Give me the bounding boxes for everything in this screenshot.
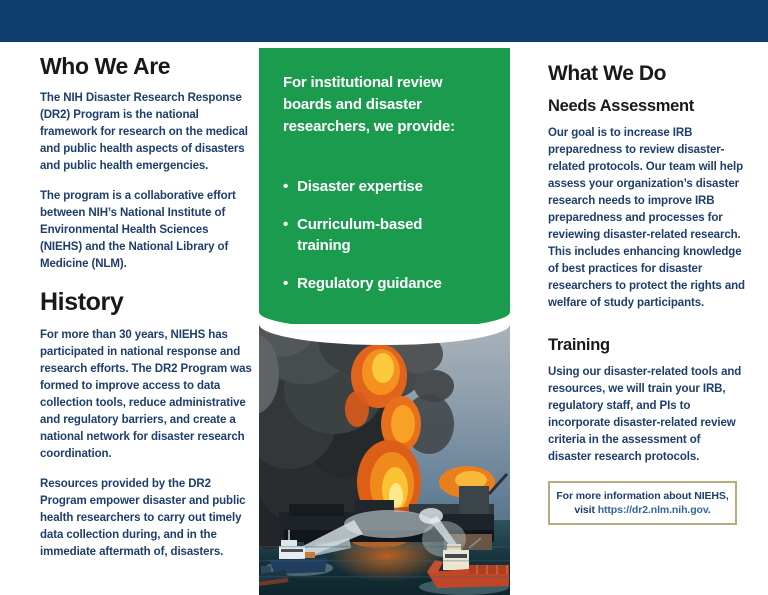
bullet-icon: • [283, 216, 289, 233]
list-item [283, 176, 473, 197]
history-paragraph-1: For more than 30 years, NIEHS has participated in national response and research efforts. The DR2 Program was formed to improve access to data collection tools, reduce administrative and regulatory barriers, and create a national network for disaster research coordination. [40, 328, 252, 460]
bullet-label: Disaster expertise [297, 178, 423, 195]
info-box-period: . [707, 504, 711, 516]
info-box-visit-text: visit [574, 504, 598, 516]
info-box-line-1: For more information about NIEHS, [556, 490, 729, 502]
training-paragraph: Using our disaster-related tools and resources, we will train your IRB, regulatory staff, and PIs to incorporate disaster-related review criteria in the assessment of disaster research protocols. [548, 366, 742, 464]
top-banner-bar [0, 0, 768, 42]
heading-what-we-do: What We Do [548, 62, 667, 85]
bullet-icon: • [283, 178, 289, 195]
bullet-label: Regulatory guidance [297, 275, 442, 292]
needs-assessment-paragraph: Our goal is to increase IRB preparedness to review disaster-related protocols. Our team will help assess your organization’s disaster research needs to improve IRB preparedness and processes for reviewing disaster-related research. This includes enhancing knowledge of best practices for disaster researchers to protect the rights and welfare of study participants. [548, 127, 745, 310]
right-column [548, 62, 746, 479]
list-item [283, 214, 473, 256]
subheading-training: Training [548, 336, 610, 355]
bullet-label: Curriculum-based training [297, 216, 423, 254]
panel-bullet-list [283, 176, 488, 294]
heading-history: History [40, 288, 124, 317]
list-item [283, 273, 473, 294]
dr2-website-link[interactable]: https://dr2.nlm.nih.gov [597, 504, 708, 516]
oil-rig-fire-illustration [259, 324, 510, 595]
who-we-are-paragraph-1: The NIH Disaster Research Response (DR2) Program is the national framework for research on the medical and public health aspects of disasters and public health emergencies. [40, 92, 248, 173]
bullet-icon: • [283, 275, 289, 292]
green-highlight-panel [259, 48, 510, 312]
left-column [40, 54, 253, 574]
more-info-box [548, 481, 737, 525]
who-we-are-paragraph-2: The program is a collaborative effort between NIH’s National Institute of Environmental Health Sciences (NIEHS) and the National Library of Medicine (NLM). [40, 190, 236, 271]
panel-heading: For institutional review boards and disaster researchers, we provide: [283, 74, 455, 135]
info-box-line-2 [574, 503, 710, 517]
subheading-needs-assessment: Needs Assessment [548, 97, 694, 116]
history-paragraph-2: Resources provided by the DR2 Program empower disaster and public health researchers to carry out timely data collection during, and in the immediate aftermath of, disasters. [40, 477, 246, 558]
oil-rig-fire-photo [259, 324, 510, 595]
heading-who-we-are: Who We Are [40, 53, 171, 79]
